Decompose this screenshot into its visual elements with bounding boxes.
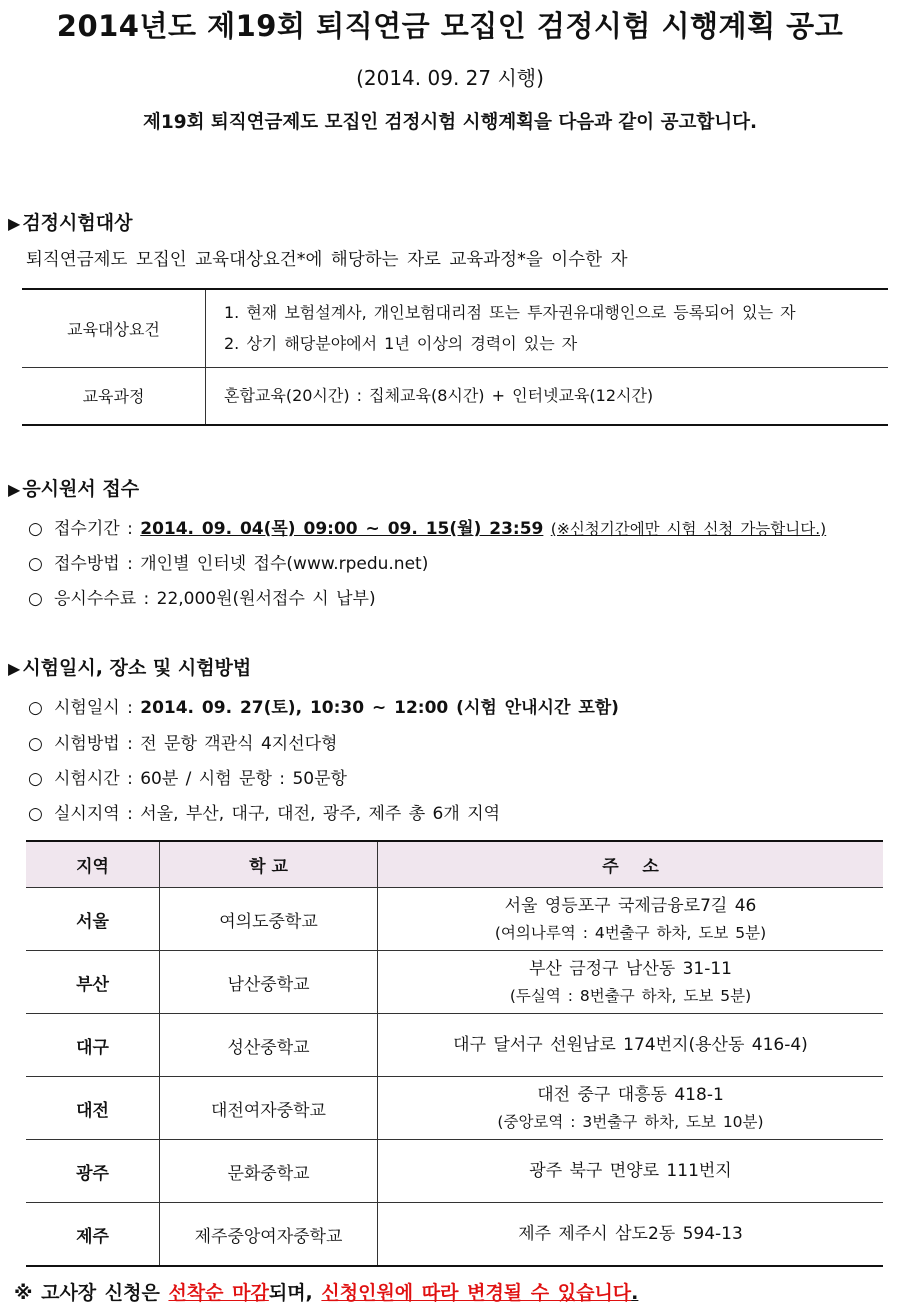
section-heading-target	[8, 208, 132, 235]
fee-text: 응시수수료 : 22,000원(원서접수 시 납부)	[54, 589, 376, 609]
address-cell	[378, 1140, 884, 1203]
table-header-row	[26, 841, 883, 888]
period-label: 접수기간 :	[54, 519, 141, 539]
requirement-line: 2. 상기 해당분야에서 1년 이상의 경력이 있는 자	[224, 334, 578, 354]
exam-regions	[28, 799, 500, 824]
region-cell: 광주	[26, 1140, 160, 1203]
triangle-right-icon: ▶	[8, 480, 21, 499]
datetime-value: 2014. 09. 27(토), 10:30 ~ 12:00 (시험 안내시간 포함)	[140, 698, 619, 718]
exam-duration-text: 시험시간 : 60분 / 시험 문항 : 50문항	[54, 769, 347, 789]
address-cell	[378, 951, 884, 1014]
address-directions: (중앙로역 : 3번출구 하차, 도보 10분)	[497, 1112, 764, 1131]
table-row	[26, 951, 883, 1014]
section-heading-exam	[8, 653, 251, 680]
triangle-right-icon: ▶	[8, 659, 21, 678]
triangle-right-icon: ▶	[8, 214, 21, 233]
requirement-content	[206, 289, 889, 367]
address-main: 서울 영등포구 국제금융로7길 46	[504, 895, 757, 916]
bullet-circle-icon: ○	[28, 554, 43, 574]
period-note: (※신청기간에만 시험 신청 가능합니다.)	[550, 520, 827, 538]
section-heading-label: 시험일시, 장소 및 시험방법	[22, 657, 252, 679]
target-description: 퇴직연금제도 모집인 교육대상요건*에 해당하는 자로 교육과정*을 이수한 자	[26, 250, 628, 270]
footnote-middle: 되며,	[268, 1282, 322, 1304]
footnote-highlight-deadline: 선착순 마감	[168, 1282, 269, 1304]
address-cell	[378, 1203, 884, 1267]
bullet-circle-icon: ○	[28, 698, 43, 718]
application-method	[28, 549, 428, 574]
course-label: 교육과정	[22, 367, 206, 425]
page-subtitle: (2014. 09. 27 시행)	[356, 66, 544, 90]
table-row	[26, 1140, 883, 1203]
page-title: 2014년도 제19회 퇴직연금 모집인 검정시험 시행계획 공고	[56, 9, 844, 43]
bullet-circle-icon: ○	[28, 769, 43, 789]
column-header-school: 학 교	[160, 841, 378, 888]
address-cell	[378, 888, 884, 951]
address-cell	[378, 1014, 884, 1077]
address-main: 부산 금정구 남산동 31-11	[529, 958, 732, 979]
address-main: 대전 중구 대흥동 418-1	[537, 1084, 724, 1105]
table-row	[26, 888, 883, 951]
intro-text: 제19회 퇴직연금제도 모집인 검정시험 시행계획을 다음과 같이 공고합니다.	[143, 112, 757, 133]
column-header-region: 지역	[26, 841, 160, 888]
section-heading-label: 응시원서 접수	[22, 478, 140, 500]
datetime-label: 시험일시 :	[54, 698, 141, 718]
region-cell: 부산	[26, 951, 160, 1014]
address-directions: (두실역 : 8번출구 하차, 도보 5분)	[509, 986, 752, 1005]
table-row	[26, 1077, 883, 1140]
address-main: 광주 북구 면양로 111번지	[529, 1160, 732, 1181]
application-period	[28, 514, 826, 539]
bullet-circle-icon: ○	[28, 519, 43, 539]
method-text: 접수방법 : 개인별 인터넷 접수(www.rpedu.net)	[54, 554, 429, 574]
table-row	[22, 289, 888, 367]
region-cell: 대구	[26, 1014, 160, 1077]
exam-datetime	[28, 693, 619, 718]
requirement-line: 1. 현재 보험설계사, 개인보험대리점 또는 투자권유대행인으로 등록되어 있는 자	[224, 303, 796, 323]
table-row	[26, 1014, 883, 1077]
section-heading-application	[8, 474, 139, 501]
course-content	[206, 367, 889, 425]
school-cell: 남산중학교	[160, 951, 378, 1014]
address-directions: (여의나루역 : 4번출구 하차, 도보 5분)	[494, 923, 767, 942]
school-cell: 여의도중학교	[160, 888, 378, 951]
requirements-table	[22, 288, 888, 426]
footnote-suffix: .	[631, 1282, 639, 1304]
address-main: 제주 제주시 삼도2동 594-13	[518, 1223, 743, 1244]
footnote	[14, 1278, 638, 1305]
requirement-label: 교육대상요건	[22, 289, 206, 367]
school-cell: 제주중앙여자중학교	[160, 1203, 378, 1267]
school-cell: 대전여자중학교	[160, 1077, 378, 1140]
exam-sites-table	[26, 840, 883, 1267]
exam-duration	[28, 764, 347, 789]
column-header-address: 주 소	[378, 841, 884, 888]
region-cell: 대전	[26, 1077, 160, 1140]
exam-regions-text: 실시지역 : 서울, 부산, 대구, 대전, 광주, 제주 총 6개 지역	[54, 804, 501, 824]
application-fee	[28, 584, 376, 609]
bullet-circle-icon: ○	[28, 804, 43, 824]
table-row	[22, 367, 888, 425]
footnote-prefix: ※ 고사장 신청은	[14, 1282, 169, 1304]
section-heading-label: 검정시험대상	[22, 212, 133, 234]
school-cell: 성산중학교	[160, 1014, 378, 1077]
course-line: 혼합교육(20시간) : 집체교육(8시간) + 인터넷교육(12시간)	[224, 386, 654, 406]
period-value: 2014. 09. 04(목) 09:00 ~ 09. 15(월) 23:59	[140, 519, 544, 539]
region-cell: 제주	[26, 1203, 160, 1267]
bullet-circle-icon: ○	[28, 589, 43, 609]
school-cell: 문화중학교	[160, 1140, 378, 1203]
address-main: 대구 달서구 선원남로 174번지(용산동 416-4)	[453, 1034, 808, 1055]
exam-method	[28, 729, 337, 754]
exam-method-text: 시험방법 : 전 문항 객관식 4지선다형	[54, 734, 338, 754]
address-cell	[378, 1077, 884, 1140]
footnote-highlight-change: 신청인원에 따라 변경될 수 있습니다	[321, 1282, 632, 1304]
region-cell: 서울	[26, 888, 160, 951]
table-row	[26, 1203, 883, 1267]
bullet-circle-icon: ○	[28, 734, 43, 754]
